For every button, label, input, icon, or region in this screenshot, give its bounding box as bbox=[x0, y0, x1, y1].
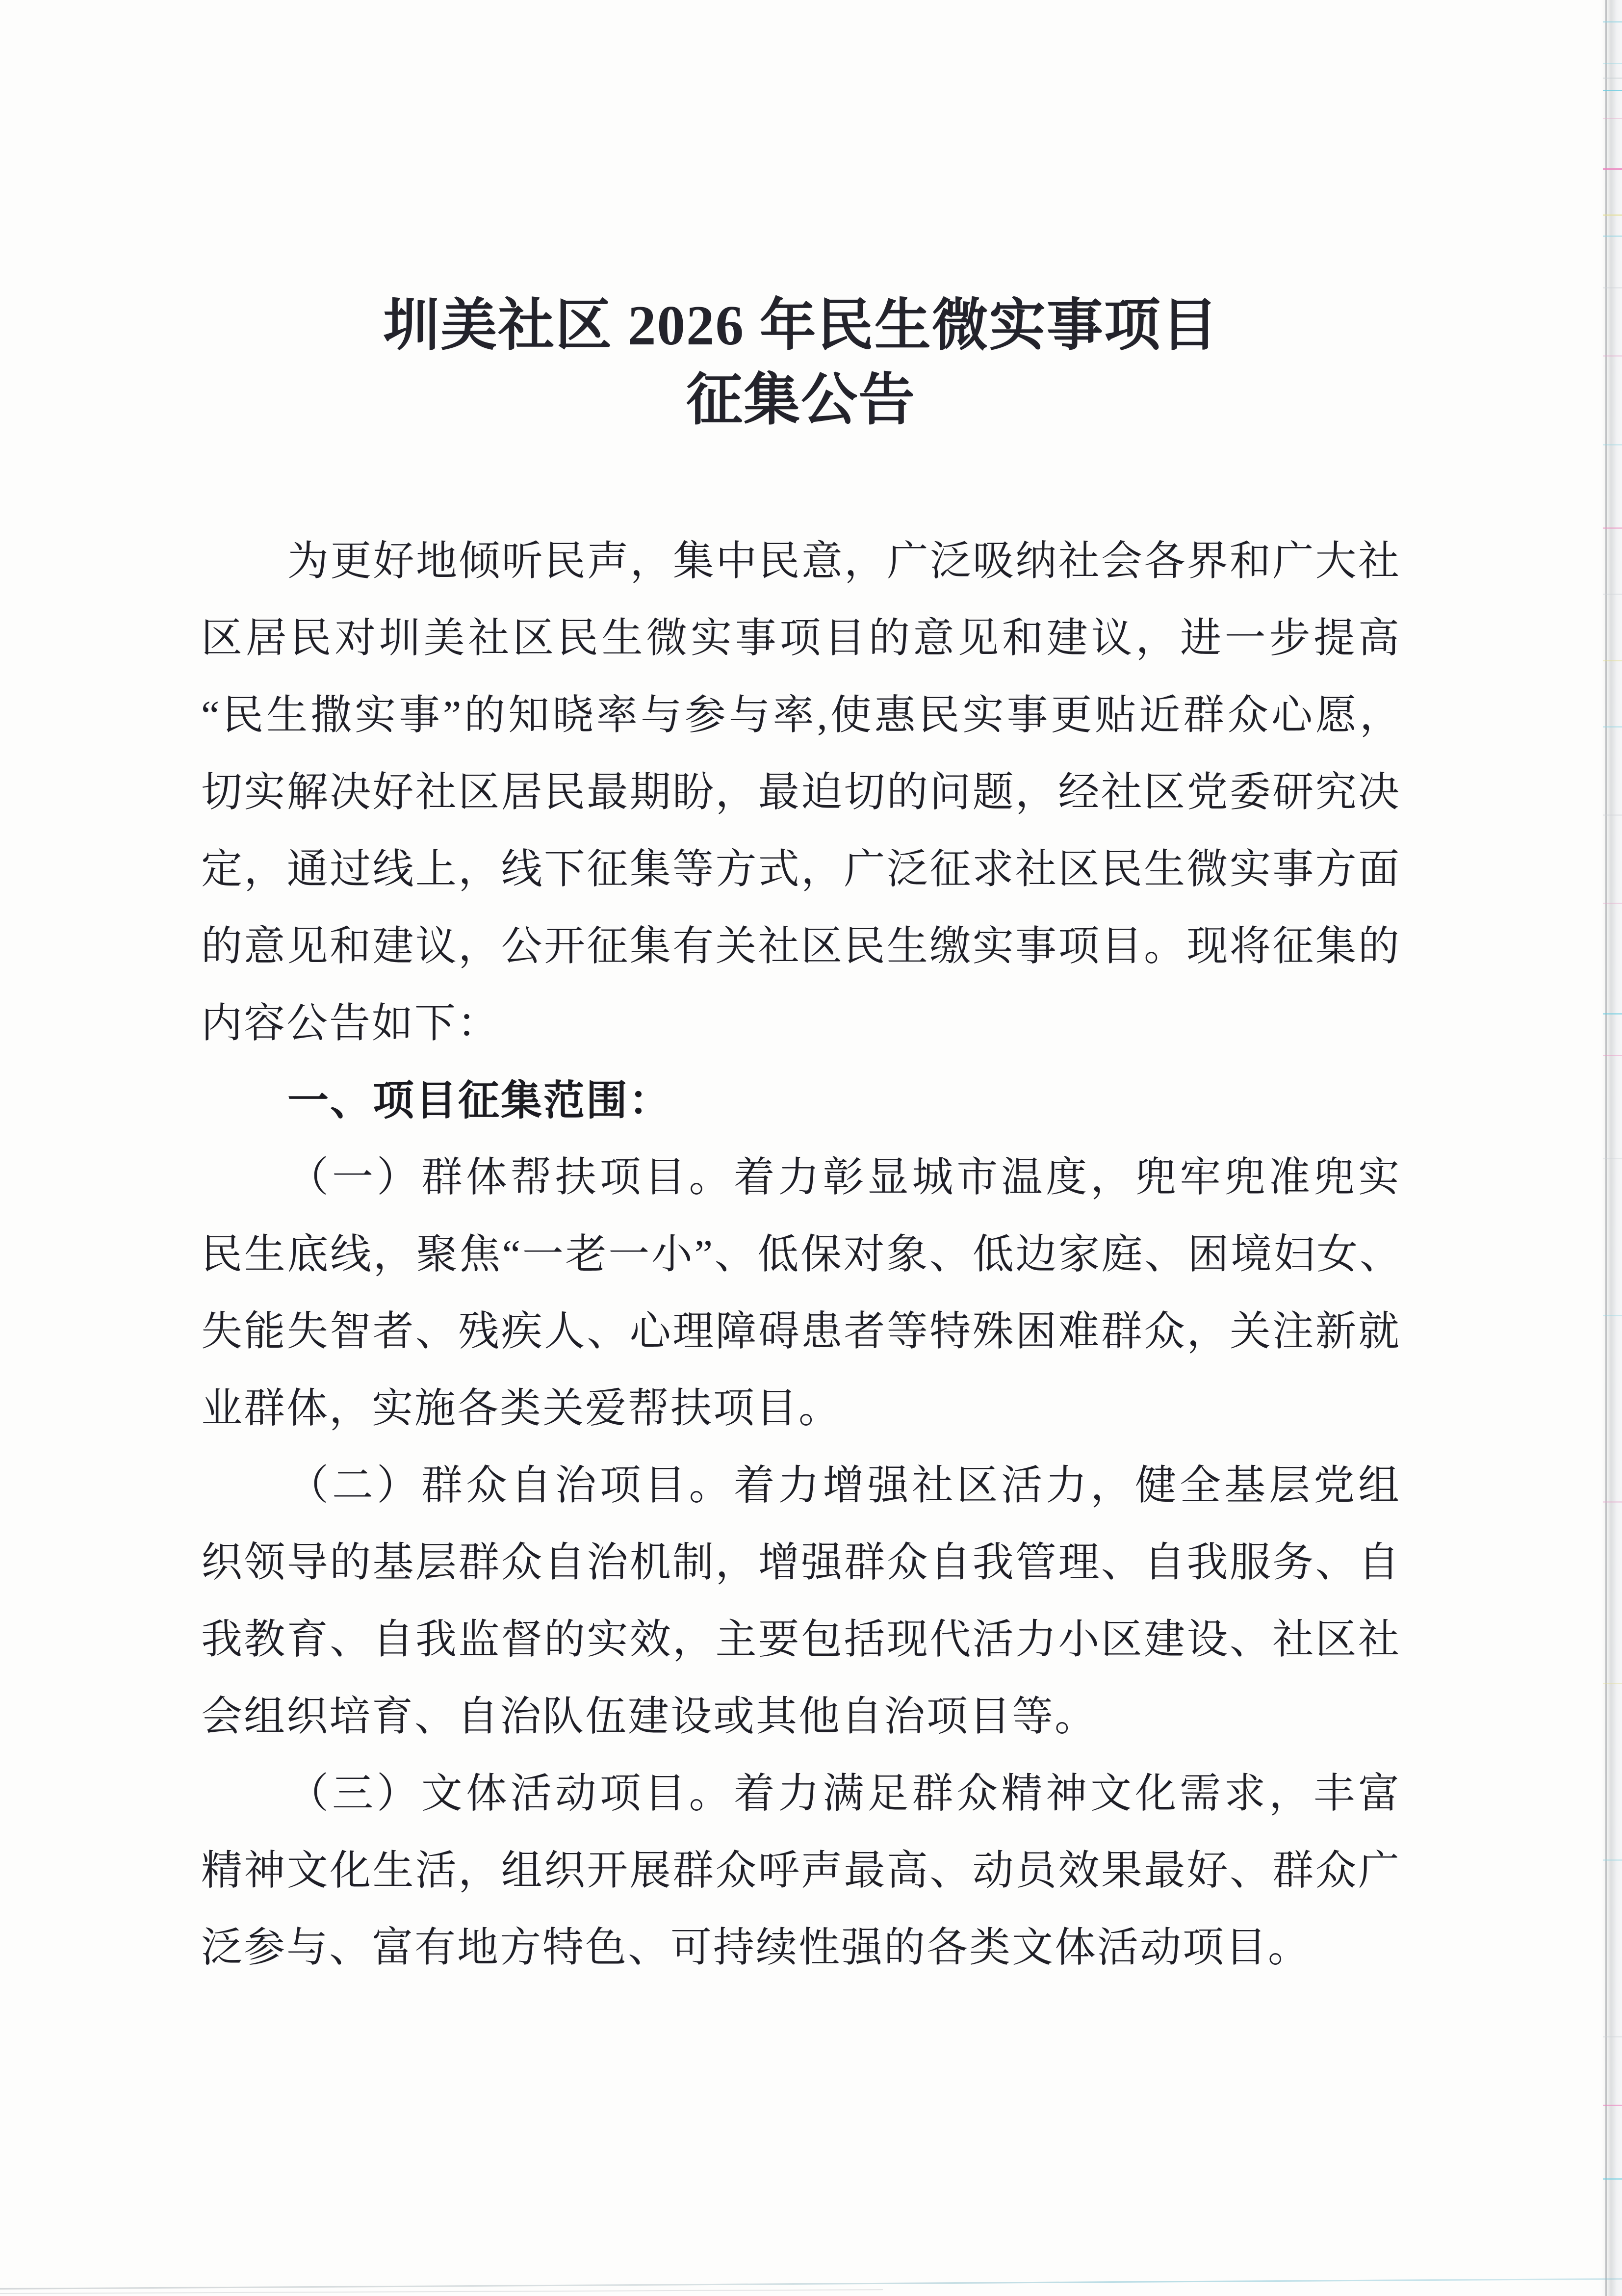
scan-edge-color-line bbox=[1603, 444, 1622, 445]
intro-line: 定，通过线上，线下征集等方式，广泛征求社区民生微实事方面 bbox=[201, 847, 1401, 892]
scan-edge-color-line bbox=[1603, 21, 1622, 23]
scan-bottom-edge-line bbox=[0, 2278, 1622, 2290]
document-title bbox=[201, 288, 1401, 438]
section2-line: 织领导的基层群众自治机制，增强群众自我管理、自我服务、自 bbox=[201, 1540, 1401, 1586]
section2-line: 我教育、自我监督的实效，主要包括现代活力小区建设、社区社 bbox=[201, 1617, 1401, 1663]
scan-edge-color-line bbox=[1603, 287, 1622, 288]
scan-edge-color-line bbox=[1603, 726, 1622, 728]
section3-line: 泛参与、富有地方特色、可持续性强的各类文体活动项目。 bbox=[201, 1925, 1311, 1971]
scan-edge-color-line bbox=[1603, 594, 1622, 595]
section2-line: 会组织培育、自治队伍建设或其他自治项目等。 bbox=[201, 1694, 1098, 1740]
scan-edge-color-line bbox=[1603, 2178, 1622, 2180]
scan-edge-strip bbox=[1601, 0, 1622, 2296]
document-body bbox=[201, 523, 1401, 1986]
intro-line: 为更好地倾听民声，集中民意，广泛吸纳社会各界和广大社 bbox=[287, 539, 1401, 584]
scan-edge-color-line bbox=[1603, 1055, 1622, 1056]
section3-line: 精神文化生活，组织开展群众呼声最高、动员效果最好、群众广 bbox=[201, 1848, 1401, 1894]
section1-line: 民生底线，聚焦“一老一小”、低保对象、低边家庭、困境妇女、 bbox=[201, 1232, 1401, 1278]
scan-edge-color-line bbox=[1603, 118, 1622, 119]
scan-edge-color-line bbox=[1603, 1013, 1622, 1015]
section1-line: （一）群体帮扶项目。着力彰显城市温度，兜牢兜准兜实 bbox=[287, 1155, 1401, 1200]
intro-line: “民生撒实事”的知晓率与参与率,使惠民实事更贴近群众心愿， bbox=[201, 693, 1401, 738]
intro-line: 的意见和建议，公开征集有关社区民生缴实事项目。现将征集的 bbox=[201, 924, 1401, 969]
intro-line: 切实解决好社区居民最期盼，最迫切的问题，经社区党委研究决 bbox=[201, 770, 1401, 815]
scan-edge-color-line bbox=[1603, 903, 1622, 904]
scan-edge-color-line bbox=[1603, 1315, 1622, 1316]
scan-edge-color-line bbox=[1603, 1859, 1622, 1861]
scan-edge-color-line bbox=[1603, 814, 1622, 816]
scan-edge-color-line bbox=[1603, 355, 1622, 357]
section3-line: （三）文体活动项目。着力满足群众精神文化需求，丰富 bbox=[287, 1771, 1401, 1817]
section2-line: （二）群众自治项目。着力增强社区活力，健全基层党组 bbox=[287, 1463, 1401, 1509]
scan-edge-color-line bbox=[1603, 168, 1622, 170]
scan-edge-color-line bbox=[1603, 90, 1622, 91]
scan-edge-color-line bbox=[1603, 527, 1622, 529]
scan-bottom-edge-line-2 bbox=[0, 2289, 883, 2294]
section1-line: 业群体，实施各类关爱帮扶项目。 bbox=[201, 1386, 842, 1432]
intro-line: 内容公告如下： bbox=[201, 1001, 500, 1046]
scan-edge-color-line bbox=[1603, 2036, 1622, 2037]
scan-edge-color-line bbox=[1603, 214, 1622, 216]
scan-edge-color-line bbox=[1603, 660, 1622, 661]
document-title-line-1: 圳美社区 2026 年民生微实事项目 bbox=[383, 294, 1219, 357]
scan-edge-color-line bbox=[1603, 1501, 1622, 1503]
scan-edge-color-line bbox=[1603, 78, 1622, 79]
scan-edge-color-line bbox=[1603, 63, 1622, 64]
document-title-line-2: 征集公告 bbox=[686, 369, 916, 431]
section-heading: 一、项目征集范围： bbox=[287, 1077, 672, 1123]
scan-edge-color-line bbox=[1603, 1683, 1622, 1684]
scan-edge-color-line bbox=[1603, 2105, 1622, 2106]
section1-line: 失能失智者、残疾人、心理障碍患者等特殊困难群众，关注新就 bbox=[201, 1309, 1401, 1355]
intro-line: 区居民对圳美社区民生微实事项目的意见和建议，进一步提高 bbox=[201, 616, 1401, 661]
scan-edge-color-line bbox=[1603, 1158, 1622, 1159]
scan-edge-strip-line bbox=[1605, 0, 1607, 2296]
scan-edge-color-line bbox=[1603, 235, 1622, 237]
